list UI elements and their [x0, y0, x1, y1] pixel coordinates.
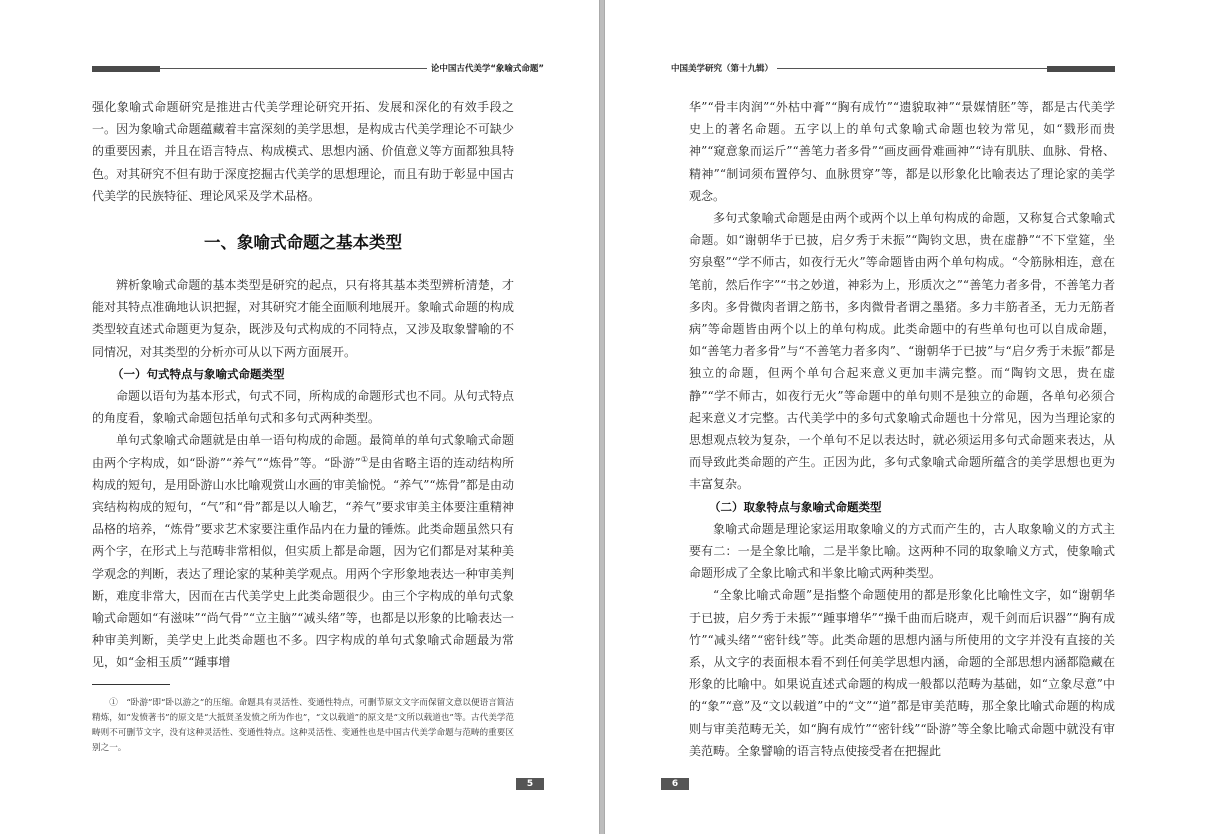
- section-title: 一、象喻式命题之基本类型: [204, 233, 402, 253]
- single-sentence-start: 单句式象喻式命题就是由单一语句构成的命题。最简单的单句式象喻式命题由两个字构成，如“卧游”“养气”“炼骨”等。“卧游”: [92, 433, 514, 470]
- header-title: 论中国古代美学“象喻式命题”: [427, 62, 544, 76]
- header-bar: [1047, 66, 1115, 72]
- right-page: [604, 0, 1205, 834]
- subsection-title: （二）取象特点与象喻式命题类型: [709, 499, 882, 514]
- footnote-text: ① “卧游”即“卧以游之”的压缩。命题具有灵活性、变通性特点，可删节原文文字而保留文意以便语言简洁精炼，如“发愤著书”的原文是“大抵贤圣发愤之所为作也”，“文以载道”的原文是“文所以载道也”等。古代美学范畴则不可删节文字，没有这种灵活性、变通性特点。这种灵活性、变通性也是中国古代美学命题与范畴的重要区别之一。: [92, 698, 514, 753]
- imagery-paragraph: 象喻式命题是理论家运用取象喻义的方式而产生的，古人取象喻义的方式主要有二：一是全象比喻，二是半象比喻。这两种不同的取象喻义方式，使象喻式命题形成了全象比喻式和半象比喻式两种类型。: [689, 521, 1115, 581]
- single-sentence-end: 是由省略主语的连动结构所构成的短句，是用卧游山水比喻观赏山水画的审美愉悦。“养气”“炼骨”都是由动宾结构构成的短句，“气”和“骨”都是以人喻艺，“养气”要求审美主体要注重精神品格的培养，“炼骨”要求艺术家要注重作品内在力量的锤炼。此类命题虽然只有两个字，在形式上与范畴非常相似，但实质上都是命题，因为它们都是对某种美学观念的判断，表达了理论家的某种美学观点。用两个字形象地表达一种审美判断，难度非常大，因而在古代美学史上此类命题很少。由三个字构成的单句式象喻式命题如“有滋味”“尚气骨”“立主脑”“减头绪”等，也都是以形象的比喻表达一种审美判断，美学史上此类命题也不多。四字构成的单句式象喻式命题最为常见，如“金相玉质”“踵事增: [92, 455, 514, 670]
- footnote-rule: [92, 684, 170, 685]
- sentence-forms-paragraph: 命题以语句为基本形式，句式不同，所构成的命题形式也不同。从句式特点的角度看，象喻式命题包括单句式和多句式两种类型。: [92, 389, 514, 426]
- page-number: 6: [661, 778, 689, 790]
- intro-paragraph: 强化象喻式命题研究是推进古代美学理论研究开拓、发展和深化的有效手段之一。因为象喻式命题蕴藏着丰富深刻的美学思想，是构成古代美学理论不可缺少的重要因素，并且在语言特点、构成模式、思想内涵、价值意义等方面都独具特色。对其研究不但有助于深度挖掘古代美学的思想理论，而且有助于彰显中国古代美学的民族特征、理论风采及学术品格。: [92, 100, 514, 203]
- header-title: 中国美学研究（第十九辑）: [671, 62, 777, 76]
- single-sentence-paragraph: [92, 429, 514, 673]
- right-body-text: [689, 96, 1115, 762]
- left-body-text: [92, 96, 514, 674]
- left-running-header: [92, 62, 544, 76]
- page-number: 5: [516, 778, 544, 790]
- footnote-marker[interactable]: ①: [360, 454, 369, 464]
- left-page: [0, 0, 600, 834]
- full-image-paragraph: “全象比喻式命题”是指整个命题使用的都是形象化比喻性文字，如“谢朝华于已披，启夕秀于未振”“踵事增华”“操千曲而后晓声，观千剑而后识器”“胸有成竹”“减头绪”“密针线”等。此类命题的思想内涵与所使用的文字并没有直接的关系，从文字的表面根本看不到任何美学思想内涵，命题的全部思想内涵都隐藏在形象的比喻中。如果说直述式命题的构成一般都以范畴为基础，如“立象尽意”中的“象”“意”及“文以载道”中的“文”“道”都是审美范畴，那全象比喻式命题的构成则与审美范畴无关，如“胸有成竹”“密针线”“卧游”等全象比喻式命题中就没有审美范畴。全象譬喻的语言特点使接受者在把握此: [689, 588, 1115, 758]
- header-bar: [92, 66, 160, 72]
- multi-sentence-paragraph: 多句式象喻式命题是由两个或两个以上单句构成的命题，又称复合式象喻式命题。如“谢朝华于已披，启夕秀于未振”“陶钧文思，贵在虚静”“不下堂筵，坐穷泉壑”“学不师古，如夜行无火”等命题皆由两个单句构成。“令筋脉相连，意在笔前，然后作字”“书之妙道，神彩为上，形质次之”“善笔力者多骨，不善笔力者多肉。多骨微肉者谓之筋书，多肉微骨者谓之墨猪。多力丰筋者圣，无力无筋者病”等命题皆由两个以上的单句构成。此类命题中的有些单句也可以自成命题，如“善笔力者多骨”与“不善笔力者多肉”、“谢朝华于已披”与“启夕秀于未振”都是独立的命题，但两个单句合起来意义更加丰满完整。而“陶钧文思，贵在虚静”“学不师古，如夜行无火”等命题中的单句则不是独立的命题，各单句必须合起来意义才完整。古代美学中的多句式象喻式命题也十分常见，因为当理论家的思想观点较为复杂，一个单句不足以表达时，就必须运用多句式命题来表达，从而导致此类命题的产生。正因为此，多句式象喻式命题所蕴含的美学思想也更为丰富复杂。: [689, 211, 1115, 492]
- right-running-header: [671, 62, 1115, 76]
- subsection-title: （一）句式特点与象喻式命题类型: [112, 366, 285, 381]
- continuation-paragraph: 华”“骨丰肉润”“外枯中膏”“胸有成竹”“遗貌取神”“景媒情胚”等，都是古代美学史上的著名命题。五字以上的单句式象喻式命题也较为常见，如“戮形而贵神”“窥意象而运斤”“善笔力者多骨”“画皮画骨难画神”“诗有肌肤、血脉、骨格、精神”“制词须布置停匀、血脉贯穿”等，都是以形象化比喻表达了理论家的美学观念。: [689, 100, 1115, 203]
- footnote: [92, 696, 514, 756]
- section-paragraph: 辨析象喻式命题的基本类型是研究的起点，只有将其基本类型辨析清楚，才能对其特点准确地认识把握，对其研究才能全面顺利地展开。象喻式命题的构成类型较直述式命题更为复杂，既涉及句式构成的不同特点，又涉及取象譬喻的不同情况，对其类型的分析亦可从以下两方面展开。: [92, 278, 514, 359]
